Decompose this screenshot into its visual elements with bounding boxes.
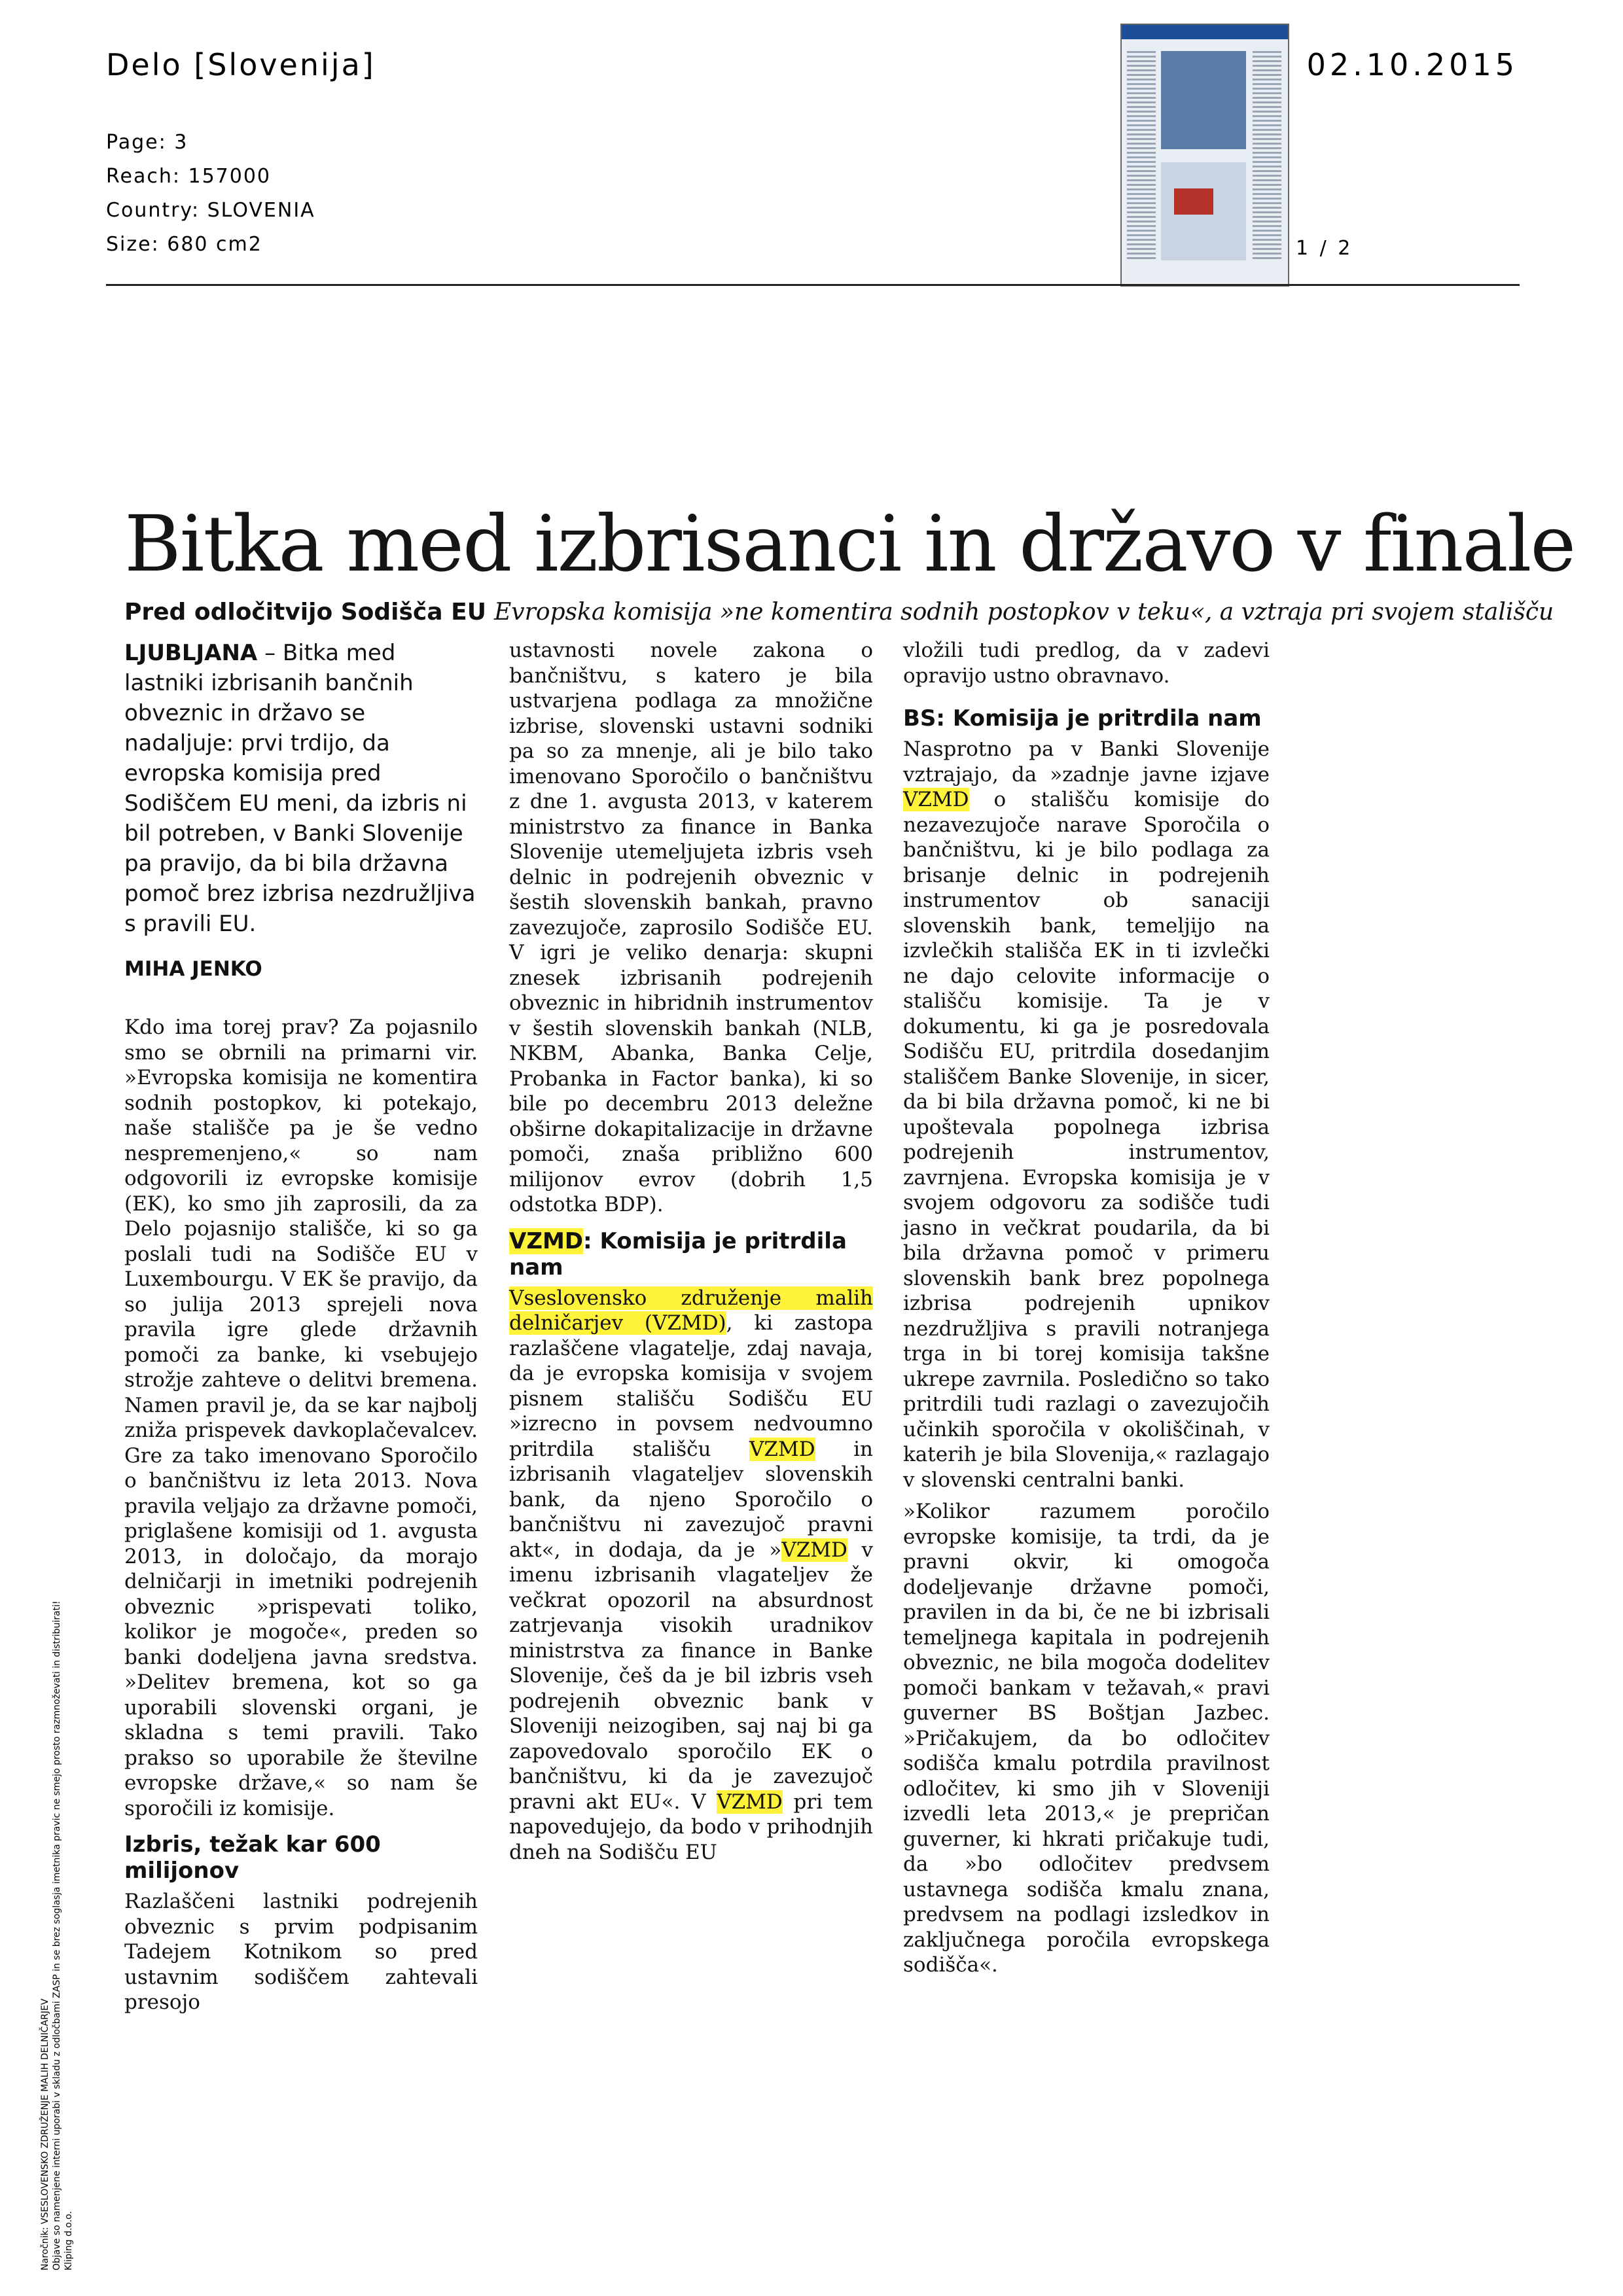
vzmd-highlight: VZMD — [509, 1227, 584, 1254]
reach-label: Reach: 157000 — [106, 165, 272, 188]
article-subhead: Evropska komisija »ne komentira sodnih postopkov v teku«, a vztraja pri svojem stališču — [494, 599, 1554, 626]
paragraph-text: pri tem napovedujejo, da bodo v prihodnjih dneh na Sodišču EU — [509, 1790, 873, 1864]
dateline: LJUBLJANA — [124, 640, 258, 666]
paragraph-text: Nasprotno pa v Banki Slovenije vztrajajo, da »zadnje javne izjave — [903, 737, 1270, 786]
article-kicker: Pred odločitvijo Sodišča EU — [124, 599, 486, 626]
column-1-subheading: Izbris, težak kar 600 milijonov — [124, 1831, 381, 1884]
copyright-line: Objave so namenjene interni uporabi v skladu z odločbami ZASP in se brez soglasja imetnika pravic ne smejo prosto razmnoževati in distribuirati! — [52, 1600, 62, 2270]
page-count: 1 / 2 — [1296, 237, 1353, 260]
paragraph-text: o stališču komisije do nezavezujoče narave Sporočila o bančništvu, ki je bilo podlaga za brisanje delnic in podrejenih instrumentov ob sanaciji slovenskih bank, temeljijo na izvlečkih stališča EK in ti izvlečki ne dajo celovite informacije o stališču komisije. Ta je v dokumentu, ki ga je posredovala Sodišču EU, pritrdila dosedanjim stališčem Banke Slovenije, in sicer, da bi bila državna pomoč, ki ne bi upoštevala popolnega izbrisa podrejenih instrumentov, zavrnjena. Evropska komisija je v svojem odgovoru za sodišče tudi jasno in večkrat poudarila, da bi bila državna pomoč v primeru slovenskih bank brez popolnega izbrisa podrejenih upnikov nezdružljiva s pravili notranjega trga in bi torej komisija takšne ukrepe zavrnila. Posledično so tako pritrdili tudi razlagi o zavezujočih učinkih sporočila v okoliščinah, v katerih je bila Slovenija,« razlagajo v slovenski centralni banki. — [903, 788, 1270, 1492]
article-column-2 — [509, 638, 873, 1865]
publication-date: 02.10.2015 — [1306, 47, 1518, 82]
lead-text: – Bitka med lastniki izbrisanih bančnih obveznic in državo se nadaljuje: prvi trdijo, da evropska komisija pred Sodiščem EU meni, da izbris ni bil potreben, v Banki Slovenije pa pravijo, da bi bila državna pomoč brez izbrisa nezdružljiva s pravili EU. — [124, 640, 476, 937]
vzmd-highlight: Vseslovensko združenje malih delničarjev (VZMD) — [509, 1286, 873, 1335]
country-label: Country: SLOVENIA — [106, 199, 315, 222]
column-3-paragraph — [903, 737, 1270, 1492]
article-column-1 — [124, 638, 478, 2015]
client-line: Naročnik: VSESLOVENSKO ZDRUŽENJE MALIH DELNIČARJEV — [40, 1998, 50, 2270]
byline: MIHA JENKO — [124, 957, 262, 981]
page-thumbnail — [1120, 24, 1289, 287]
column-3-subheading: BS: Komisija je pritrdila nam — [903, 705, 1262, 732]
vzmd-highlight: VZMD — [903, 788, 969, 811]
paragraph-text: v imenu izbrisanih vlagateljev že večkrat opozoril na absurdnost zatrjevanja visokih uradnikov ministrstva za finance in Banke Slovenije, češ da je bil izbris vseh podrejenih obveznic bank v Sloveniji neizogiben, saj naj bi ga zapovedovalo sporočilo EK o bančništvu, ki da je zavezujoč pravni akt EU«. V — [509, 1538, 873, 1814]
column-2-vzmd-paragraph — [509, 1286, 873, 1865]
page-label: Page: 3 — [106, 131, 188, 154]
article-deck — [124, 597, 1554, 626]
publication-name: Delo [Slovenija] — [106, 47, 376, 82]
size-label: Size: 680 cm2 — [106, 233, 262, 256]
paragraph-text: in izbrisanih vlagateljev slovenskih bank, da njeno Sporočilo o bančništvu ni zavezujoč pravni akt«, in dodaja, da je » — [509, 1437, 873, 1562]
article-headline: Bitka med izbrisanci in državo v finale — [124, 499, 1575, 589]
column-2-body: ustavnosti novele zakona o bančništvu, s katero je bila ustvarjena podlaga za množične izbrise, slovenski ustavni sodniki pa so za mnenje, ali je bilo tako imenovano Sporočilo o bančništvu z dne 1. avgusta 2013, v katerem ministrstvo za finance in Banka Slovenije utemeljujeta izbris vseh delnic in podrejenih obveznic v šestih slovenskih bankah, pravno zavezujoče, zaprosilo Sodišče EU. V igri je veliko denarja: skupni znesek izbrisanih podrejenih obveznic in hibridnih instrumentov v šestih slovenskih bankah (NLB, NKBM, Abanka, Banka Celje, Probanka in Factor banka), ki so bile po decembru 2013 deležne obširne dokapitalizacije in državne pomoči, znaša približno 600 milijonov evrov (dobrih 1,5 odstotka BDP). — [509, 639, 873, 1216]
agency-line: Kliping d.o.o. — [63, 2211, 74, 2270]
vzmd-highlight: VZMD — [717, 1790, 783, 1814]
column-1-body-2: Razlaščeni lastniki podrejenih obveznic s prvim podpisanim Tadejem Kotnikom so pred ustavnim sodiščem zahtevali presojo — [124, 1890, 478, 2014]
vzmd-highlight: VZMD — [749, 1437, 815, 1461]
column-1-body: Kdo ima torej prav? Za pojasnilo smo se obrnili na primarni vir. »Evropska komisija ne komentira sodnih postopkov, ki potekajo, naše stališče pa je še vedno nespremenjeno,« so nam odgovorili iz evropske komisije (EK), ko smo jih zaprosili, da za Delo pojasnijo stališče, ki so ga poslali tudi na Sodišče EU v Luxembourgu. V EK še pravijo, da so julija 2013 sprejeli nova pravila igre glede državnih pomoči za banke, ki vsebujejo strožje zahteve o delitvi bremena. Namen pravil je, da se kar najbolj zniža prispevek davkoplačevalcev. Gre za tako imenovano Sporočilo o bančništvu iz leta 2013. Nova pravila veljajo za državne pomoči, priglašene komisiji od 1. avgusta 2013, in določajo, da morajo delničarji in imetniki podrejenih obveznic »prispevati toliko, kolikor je mogoče«, preden so banki dodeljena javna sredstva. »Delitev bremena, kot so ga uporabili slovenski organi, je skladna s temi pravili. Tako prakso so uporabile že številne evropske države,« so nam še sporočili iz komisije. — [124, 1016, 478, 1820]
column-3-top: vložili tudi predlog, da v zadevi opravijo ustno obravnavo. — [903, 639, 1270, 688]
paragraph-text: , ki zastopa razlaščene vlagatelje, zdaj navaja, da je evropska komisija v svojem pisnem stališču Sodišču EU »izrecno in povsem nedvoumno pritrdila stališču — [509, 1311, 874, 1461]
client-disclaimer — [39, 1600, 75, 2270]
article-column-3 — [903, 638, 1270, 1978]
column-2-subheading-text: : Komisija je pritrdila nam — [509, 1227, 847, 1280]
column-2-subheading — [509, 1228, 873, 1280]
vzmd-highlight: VZMD — [781, 1538, 847, 1562]
column-3-quote-paragraph: »Kolikor razumem poročilo evropske komisije, ta trdi, da je pravni okvir, ki omogoča dodeljevanje državne pomoči, pravilen in da bi, če ne bi izbrisali temeljnega kapitala in podrejenih obveznic, ne bila mogoča dodelitev pomoči bankam v težavah,« pravi guverner BS Boštjan Jazbec. »Pričakujem, da bo odločitev sodišča kmalu potrdila pravilnost odločitev, ki smo jih v Sloveniji izvedli leta 2013,« je prepričan guverner, ki hkrati pričakuje tudi, da »bo odločitev predvsem ustavnega sodišča kmalu znana, predvsem na podlagi izsledkov in zaključnega poročila evropskega sodišča«. — [903, 1500, 1270, 1977]
header-divider — [106, 284, 1520, 286]
article-lead — [124, 638, 478, 939]
clip-metadata — [106, 126, 315, 262]
